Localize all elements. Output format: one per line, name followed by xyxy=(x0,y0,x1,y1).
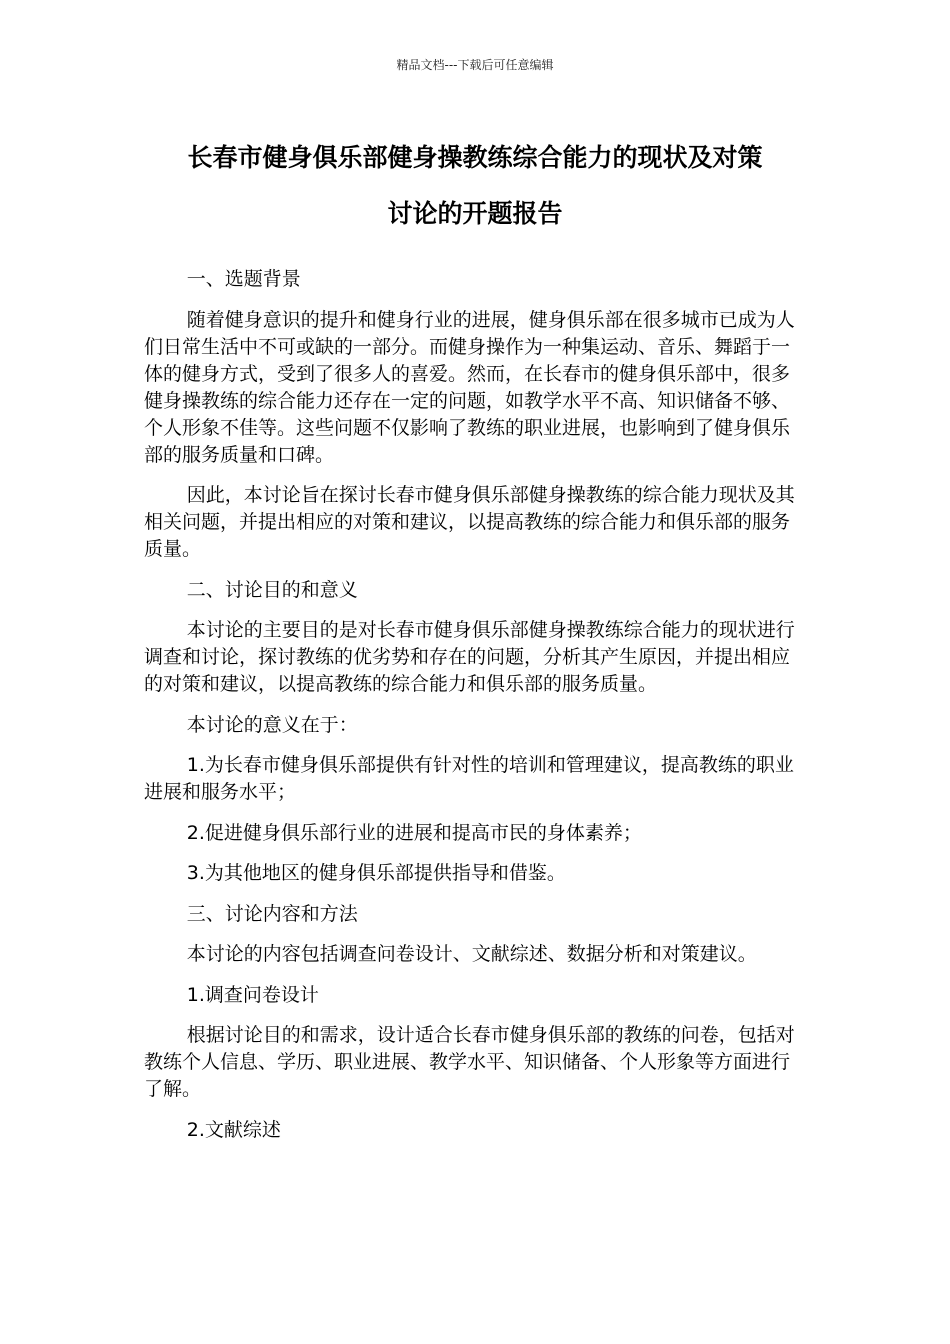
list-item-significance-2: 2.促进健身俱乐部行业的进展和提高市民的身体素养； xyxy=(186,821,642,844)
paragraph-background-2: 因此，本讨论旨在探讨长春市健身俱乐部健身操教练的综合能力现状及其相关问题，并提出相应的对策和建议，以提高教练的综合能力和俱乐部的服务质量。 xyxy=(144,484,795,560)
paragraph-background-1: 随着健身意识的提升和健身行业的进展，健身俱乐部在很多城市已成为人们日常生活中不可或缺的一部分。而健身操作为一种集运动、音乐、舞蹈于一体的健身方式，受到了很多人的喜爱。然而，在长春市的健身俱乐部中，很多健身操教练的综合能力还存在一定的问题，如教学水平不高、知识储备不够、个人形象不佳等。这些问题不仅影响了教练的职业进展，也影响到了健身俱乐部的服务质量和口碑。 xyxy=(144,308,795,466)
document-body xyxy=(144,266,804,1157)
paragraph-purpose: 本讨论的主要目的是对长春市健身俱乐部健身操教练综合能力的现状进行调查和讨论，探讨教练的优劣势和存在的问题，分析其产生原因，并提出相应的对策和建议，以提高教练的综合能力和俱乐部的服务质量。 xyxy=(144,619,795,695)
section-heading-background: 一、选题背景 xyxy=(186,268,301,290)
title-line-1: 长春市健身俱乐部健身操教练综合能力的现状及对策 xyxy=(187,143,763,172)
paragraph-questionnaire: 根据讨论目的和需求，设计适合长春市健身俱乐部的教练的问卷，包括对教练个人信息、学历、职业进展、教学水平、知识储备、个人形象等方面进行了解。 xyxy=(144,1024,795,1100)
list-item-significance-3: 3.为其他地区的健身俱乐部提供指导和借鉴。 xyxy=(186,862,566,884)
paragraph-content-overview: 本讨论的内容包括调查问卷设计、文献综述、数据分析和对策建议。 xyxy=(186,943,757,965)
section-heading-purpose: 二、讨论目的和意义 xyxy=(186,578,358,601)
document-title xyxy=(130,130,820,242)
section-heading-content-methods: 三、讨论内容和方法 xyxy=(186,902,358,925)
subheading-questionnaire: 1.调查问卷设计 xyxy=(186,983,319,1006)
subheading-literature-review: 2.文献综述 xyxy=(186,1118,281,1141)
header-note: 精品文档---下载后可任意编辑 xyxy=(396,58,554,72)
title-line-2: 讨论的开题报告 xyxy=(387,199,563,228)
paragraph-significance-intro: 本讨论的意义在于： xyxy=(186,713,358,736)
list-item-significance-1: 1.为长春市健身俱乐部提供有针对性的培训和管理建议，提高教练的职业进展和服务水平； xyxy=(144,754,794,803)
